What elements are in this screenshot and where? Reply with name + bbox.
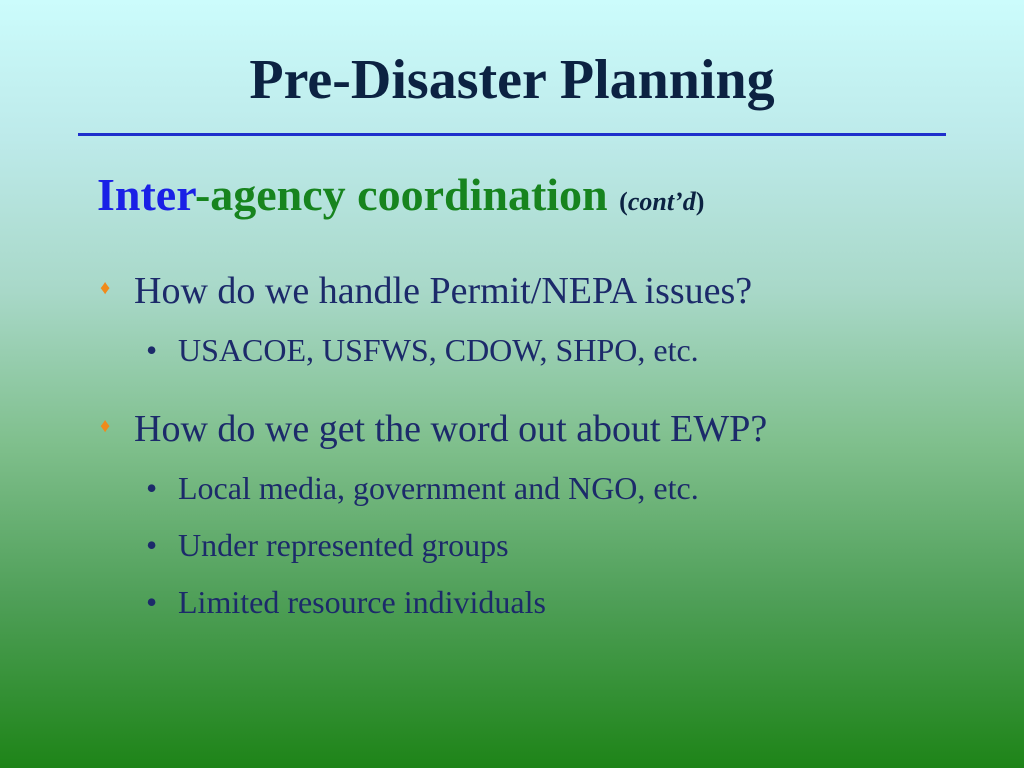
bullet-item: [100, 410, 767, 448]
dot-bullet-icon: •: [146, 332, 158, 368]
sub-bullet-item: [146, 586, 546, 618]
dot-bullet-icon: •: [146, 470, 158, 506]
bullet-text: How do we get the word out about EWP?: [134, 408, 768, 450]
sub-bullet-text: Limited resource individuals: [178, 584, 546, 620]
dot-bullet-icon: •: [146, 584, 158, 620]
sub-bullet-item: [146, 334, 699, 366]
contd-open: (: [619, 187, 628, 216]
diamond-bullet-icon: ♦: [100, 277, 111, 299]
dot-bullet-icon: •: [146, 527, 158, 563]
diamond-bullet-icon: ♦: [100, 415, 111, 437]
subtitle-inter: Inter: [97, 169, 195, 220]
subtitle-agency-coordination: -agency coordination: [194, 169, 608, 220]
sub-bullet-text: USACOE, USFWS, CDOW, SHPO, etc.: [178, 332, 699, 368]
slide-title: Pre-Disaster Planning: [249, 49, 775, 111]
sub-bullet-text: Under represented groups: [178, 527, 509, 563]
slide-subtitle: [97, 170, 704, 221]
bullet-item: [100, 272, 752, 310]
contd-close: ): [695, 187, 705, 216]
subtitle-contd: [619, 187, 704, 216]
title-divider: [78, 133, 946, 136]
contd-text: cont’d: [627, 187, 696, 216]
sub-bullet-item: [146, 529, 509, 561]
sub-bullet-item: [146, 472, 699, 504]
bullet-text: How do we handle Permit/NEPA issues?: [134, 270, 753, 312]
sub-bullet-text: Local media, government and NGO, etc.: [178, 470, 699, 506]
